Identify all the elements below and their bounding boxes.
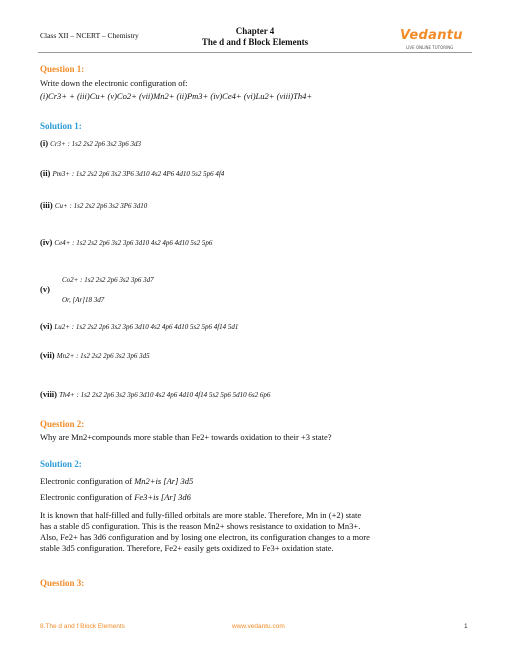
paragraph-line: Also, Fe2+ has 3d6 configuration and by losing one electron, its configuration changes to a more <box>40 532 370 542</box>
item-label: (ii) <box>40 168 51 178</box>
item-formula: Ce4+ : 1s2 2s2 2p6 3s2 3p6 3d10 4s2 4p6 4d10 5s2 5p6 <box>54 239 213 247</box>
solution-1-item-ii <box>40 168 224 178</box>
item-label: (vii) <box>40 350 55 360</box>
solution-2-paragraph <box>40 510 470 554</box>
paragraph-line: stable 3d5 configuration. Therefore, Fe2+ easily gets oxidized to Fe3+ oxidation state. <box>40 543 334 553</box>
solution-2-config-fe <box>40 492 191 503</box>
item-label: (i) <box>40 138 49 148</box>
config-label: Electronic configuration of <box>40 476 133 486</box>
logo-word: Vedantu <box>400 28 463 43</box>
item-formula: Co2+ : 1s2 2s2 2p6 3s2 3p6 3d7 <box>62 276 154 284</box>
solution-1-item-vii <box>40 350 150 360</box>
vedantu-logo <box>400 27 472 55</box>
header-course: Class XII – NCERT – Chemistry <box>40 31 139 40</box>
question-2-prompt: Why are Mn2+compounds more stable than Fe2+ towards oxidation to their +3 state? <box>40 432 332 442</box>
paragraph-line: It is known that half-filled and fully-filled orbitals are more stable. Therefore, Mn in (+2) state <box>40 510 362 520</box>
item-formula: Cr3+ : 1s2 2s2 2p6 3s2 3p6 3d3 <box>50 140 142 148</box>
solution-2-config-mn <box>40 476 193 487</box>
item-label: (iv) <box>40 237 53 247</box>
config-label: Electronic configuration of <box>40 492 133 502</box>
footer-website-link[interactable]: www.vedantu.com <box>232 623 285 630</box>
item-label: (iii) <box>40 200 53 210</box>
header-divider <box>38 52 472 53</box>
question-2-heading: Question 2: <box>40 419 85 429</box>
solution-1-item-viii <box>40 389 270 399</box>
chapter-number: Chapter 4 <box>235 26 275 36</box>
footer-chapter: 8.The d and f Block Elements <box>40 623 125 630</box>
item-label: (viii) <box>40 389 57 399</box>
solution-1-item-vi <box>40 321 238 331</box>
item-label: (vi) <box>40 321 53 331</box>
config-formula: Mn2+is [Ar] 3d5 <box>134 476 194 486</box>
solution-1-item-iv <box>40 237 212 247</box>
solution-1-item-v <box>40 274 154 304</box>
paragraph-line: has a stable d5 configuration. This is the reason Mn2+ shows resistance to oxidation to Mn3+. <box>40 521 361 531</box>
solution-2-heading: Solution 2: <box>40 459 82 469</box>
chapter-title: The d and f Block Elements <box>201 37 309 47</box>
solution-1-heading: Solution 1: <box>40 121 82 131</box>
question-3-heading: Question 3: <box>40 578 85 588</box>
item-formula: Pm3+ : 1s2 2s2 2p6 3s2 3P6 3d10 4s2 4P6 4d10 5s2 5p6 4f4 <box>52 170 225 178</box>
item-formula: Th4+ : 1s2 2s2 2p6 3s2 3p6 3d10 4s2 4p6 4d10 4f14 5s2 5p6 5d10 6s2 6p6 <box>59 391 271 399</box>
item-formula-alt: Or, [Ar]18 3d7 <box>62 296 105 304</box>
item-label: (v) <box>40 284 50 294</box>
question-1-heading: Question 1: <box>40 64 85 74</box>
question-1-ions: (i)Cr3+ + (iii)Cu+ (v)Co2+ (vii)Mn2+ (ii)Pm3+ (iv)Ce4+ (vi)Lu2+ (viii)Th4+ <box>40 91 313 101</box>
logo-tagline: LIVE ONLINE TUTORING <box>406 45 454 50</box>
solution-1-item-iii <box>40 200 147 210</box>
page-number: 1 <box>464 623 468 630</box>
item-formula: Cu+ : 1s2 2s2 2p6 3s2 3P6 3d10 <box>54 202 148 210</box>
solution-1-item-i <box>40 138 141 148</box>
config-formula: Fe3+is [Ar] 3d6 <box>134 492 191 502</box>
item-formula: Mn2+ : 1s2 2s2 2p6 3s2 3p6 3d5 <box>56 352 150 360</box>
chapter-heading <box>180 26 330 48</box>
question-1-prompt: Write down the electronic configuration of: <box>40 78 188 88</box>
item-formula: Lu2+ : 1s2 2s2 2p6 3s2 3p6 3d10 4s2 4p6 4d10 5s2 5p6 4f14 5d1 <box>54 323 239 331</box>
